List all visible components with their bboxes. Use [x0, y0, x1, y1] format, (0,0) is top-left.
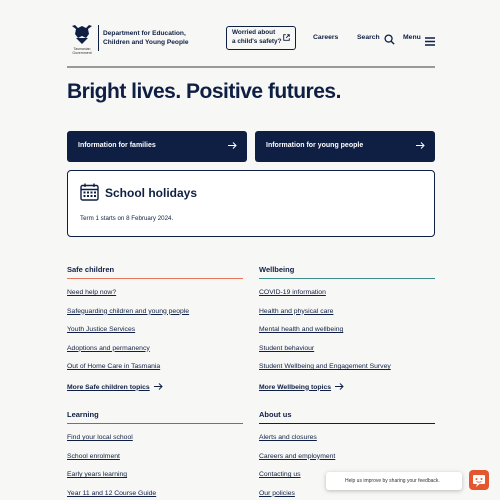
arrow-right-icon	[335, 383, 344, 392]
safe-children-links	[67, 279, 243, 382]
worried-about-child-button[interactable]	[226, 26, 296, 50]
wellbeing-section	[259, 265, 435, 392]
tasmanian-government-logo[interactable]	[67, 22, 97, 56]
page-title: Bright lives. Positive futures.	[67, 80, 341, 103]
external-link-icon	[283, 34, 290, 45]
department-name-line2: Children and Young People	[103, 39, 189, 46]
information-for-young-people-button[interactable]	[255, 131, 435, 162]
search-icon[interactable]	[384, 32, 395, 50]
learning-links	[67, 424, 243, 500]
worried-line1: Worried about	[232, 29, 276, 36]
wellbeing-link-survey[interactable]: Student Wellbeing and Engagement Survey	[259, 363, 391, 370]
more-wellbeing-label: More Wellbeing topics	[259, 383, 332, 391]
learning-heading: Learning	[67, 410, 243, 424]
worried-line2: a child's safety?	[232, 37, 282, 45]
menu-button[interactable]: Menu	[403, 34, 421, 41]
learning-link-early-years[interactable]: Early years learning	[67, 471, 128, 478]
calendar-icon	[80, 183, 99, 206]
more-safe-children-label: More Safe children topics	[67, 383, 150, 391]
careers-link[interactable]: Careers	[313, 34, 339, 41]
about-us-heading: About us	[259, 410, 435, 424]
safe-link-adoptions[interactable]: Adoptions and permanency	[67, 344, 150, 352]
safe-link-safeguarding[interactable]: Safeguarding children and young people	[67, 307, 190, 315]
safe-link-need-help[interactable]: Need help now?	[67, 289, 117, 296]
about-link-careers[interactable]: Careers and employment	[259, 452, 336, 460]
wellbeing-links	[259, 279, 435, 382]
logo-divider	[98, 25, 99, 51]
arrow-right-icon	[228, 142, 237, 151]
header-divider	[67, 66, 435, 68]
school-holidays-card[interactable]	[67, 170, 435, 237]
hamburger-menu-icon[interactable]	[425, 33, 435, 51]
wellbeing-link-mental-health[interactable]: Mental health and wellbeing	[259, 326, 344, 333]
department-name-line1: Department for Education,	[103, 30, 186, 37]
wellbeing-heading: Wellbeing	[259, 265, 435, 279]
wellbeing-link-covid[interactable]: COVID-19 information	[259, 289, 326, 296]
safe-link-out-of-home-care[interactable]: Out of Home Care in Tasmania	[67, 363, 161, 370]
feedback-face-icon	[469, 470, 489, 490]
more-safe-children-link[interactable]	[67, 383, 243, 392]
learning-section	[67, 410, 243, 500]
wellbeing-link-health[interactable]: Health and physical care	[259, 307, 334, 315]
learning-link-course-guide[interactable]: Year 11 and 12 Course Guide	[67, 489, 157, 497]
site-header	[67, 22, 435, 58]
school-holidays-title: School holidays	[105, 186, 198, 200]
about-link-alerts[interactable]: Alerts and closures	[259, 434, 317, 441]
feedback-prompt[interactable]: Help us improve by sharing your feedback.	[326, 472, 462, 490]
information-for-families-button[interactable]	[67, 131, 247, 162]
more-wellbeing-link[interactable]	[259, 383, 435, 392]
wellbeing-link-behaviour[interactable]: Student behaviour	[259, 344, 315, 352]
arrow-right-icon	[416, 142, 425, 151]
about-link-policies[interactable]: Our policies	[259, 489, 295, 497]
families-label: Information for families	[78, 142, 156, 149]
learning-link-enrolment[interactable]: School enrolment	[67, 452, 120, 460]
arrow-right-icon	[154, 383, 163, 392]
learning-link-find-school[interactable]: Find your local school	[67, 434, 133, 441]
young-people-label: Information for young people	[266, 142, 364, 149]
school-holidays-subtitle: Term 1 starts on 8 February 2024.	[80, 215, 174, 222]
search-button[interactable]: Search	[357, 34, 380, 41]
feedback-widget-button[interactable]	[469, 470, 489, 490]
safe-children-heading: Safe children	[67, 265, 243, 279]
logo-text: Tasmanian Government	[72, 47, 92, 55]
about-link-contact[interactable]: Contacting us	[259, 471, 301, 478]
safe-link-youth-justice[interactable]: Youth Justice Services	[67, 326, 136, 333]
department-name[interactable]	[103, 29, 188, 47]
safe-children-section	[67, 265, 243, 392]
